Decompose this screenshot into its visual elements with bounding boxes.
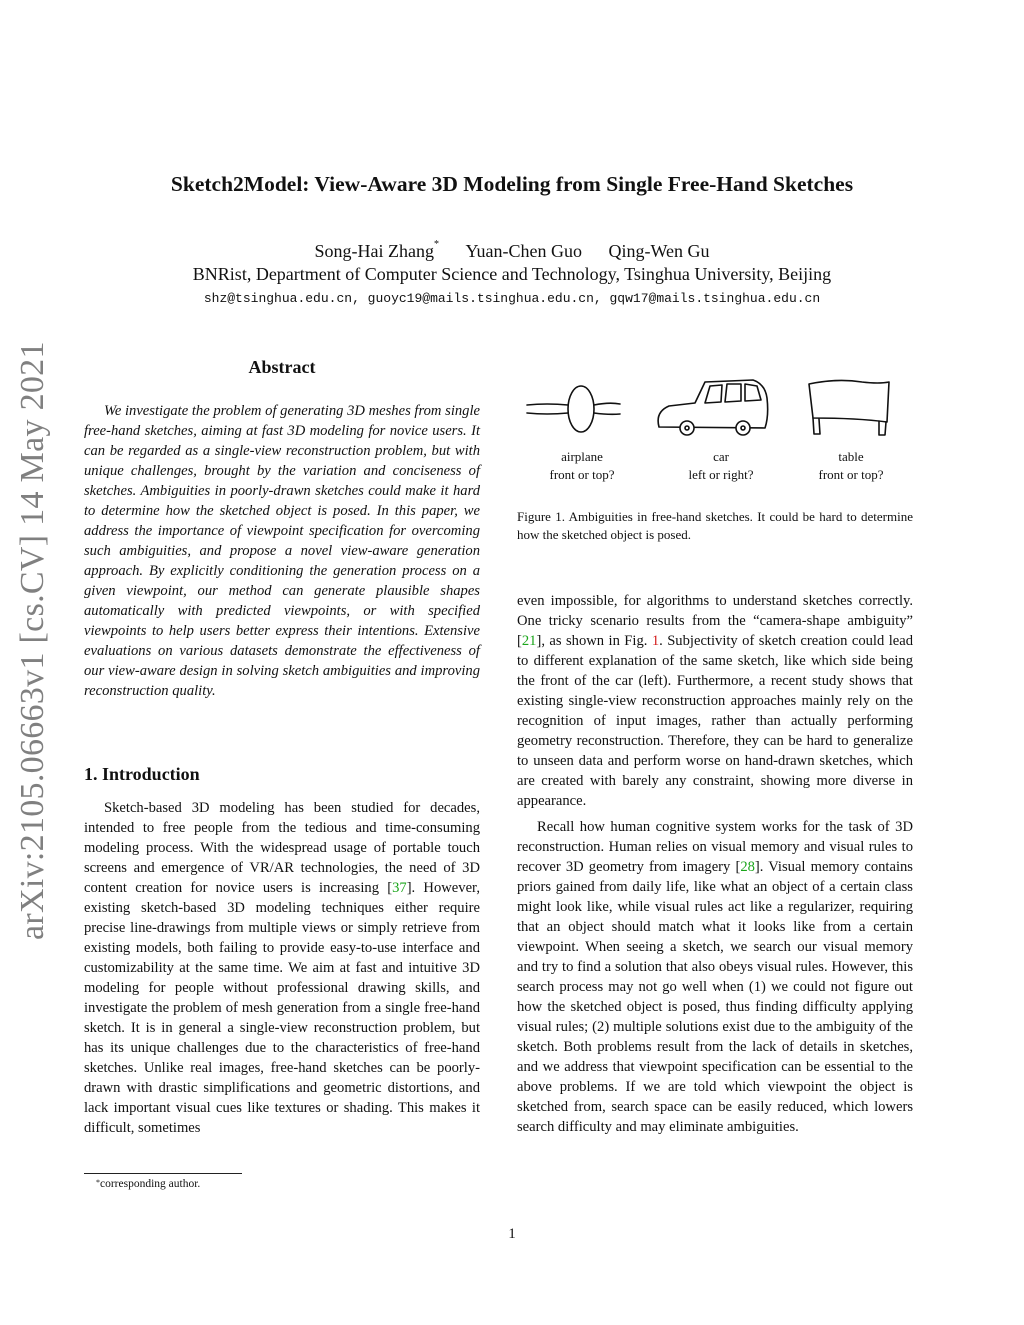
author-2: Yuan-Chen Guo (465, 241, 582, 261)
page-number: 1 (508, 1226, 516, 1242)
introduction-body: Sketch-based 3D modeling has been studied for decades, intended to free people from the tedious and time-consuming modeling process. With the widespread usage of portable touch screens and emergence of VR/AR technologies, the need of 3D content creation for novice users is increasing [37]. However, existing sketch-based 3D modeling techniques either require precise line-drawings from multiple views or simply retrieve from existing models, both failing to provide easy-to-use interface and customizability at the same time. We aim at fast and intuitive 3D modeling for people without professional drawing skills, and investigate the problem of mesh generation from a single free-hand sketch. It is in general a single-view reconstruction problem, but has its unique challenges due to the characteristics of free-hand sketches. Unlike real images, free-hand sketches can be poorly-drawn with drastic simplifications and geometric distortions, and lack important visual cues like textures or shading. This makes it difficult, sometimes (84, 800, 480, 1136)
abstract-body: We investigate the problem of generating 3D meshes from single free-hand sketches, aiming at fast 3D modeling for novice users. It can be regarded as a single-view reconstruction problem, but with unique challenges, brought by the variation and conciseness of sketches. Ambiguities in poorly-drawn sketches could make it hard to determine how the sketched object is posed. In this paper, we address the importance of viewpoint specification for overcoming such ambiguities, and propose a novel view-aware generation approach. By explicitly conditioning the generation process on a given viewpoint, our method can generate plausible shapes automatically with predicted viewpoints, or with specified viewpoints to help users better express their intentions. Extensive evaluations on various datasets demonstrate the effectiveness of our view-aware design in solving sketch ambiguities and improving reconstruction quality. (84, 403, 480, 699)
abstract-heading: Abstract (248, 357, 316, 377)
table-sketch (809, 380, 889, 435)
figure-label-airplane: airplane front or top? (549, 449, 615, 482)
citation-link[interactable]: 28 (740, 859, 755, 875)
figure-1 (517, 372, 913, 492)
footnote: *corresponding author. (96, 1178, 201, 1190)
figure-label-table: table front or top? (818, 449, 884, 482)
affiliation: BNRist, Department of Computer Science and Technology, Tsinghua University, Beijing (192, 264, 832, 284)
figure-ref-link[interactable]: 1 (651, 633, 660, 649)
author-list (0, 241, 1024, 262)
citation-link[interactable]: 37 (392, 880, 407, 896)
arxiv-stamp: arXiv:2105.06663v1 [cs.CV] 14 May 2021 (14, 341, 51, 940)
right-column-body: even impossible, for algorithms to understand sketches correctly. One tricky scenario results from the “camera-shape ambiguity” [21], as shown in Fig. 1. Subjectivity of sketch creation could lead to different explanation of the same sketch, like which side being the front of the car (left). Furthermore, a recent study shows that existing single-view reconstruction approaches mainly rely on the recognition of input images, rather than actually performing geometry reconstruction. Therefore, they can be hard to generalize to unseen data and perform worse on hand-drawn sketches, which are created with barely any constraint, showing more diverse in appearance. Recall how human cognitive system works for the task of 3D reconstruction. Human relies on visual memory and visual rules to recover 3D geometry from imagery [28]. Visual memory contains priors gained from daily life, like what an object of a certain class might look like, while visual rules act like a regularizer, requiring that an object should match what it looks like from a certain viewpoint. When seeing a sketch, we search our visual memory and try to find a solution that also obeys visual rules. However, this search process may not go well when (1) we could not figure out how the sketched object is posed, thus finding difficulty applying visual rules; (2) multiple solutions exist due to the ambiguity of the sketch. Both problems result from the lack of details in sketches, and we address that viewpoint specification can be essential to the above problems. If we are told which viewpoint the object is sketched from, search space can be easily reduced, which lowers search difficulty and may eliminate ambiguities. (517, 593, 914, 1135)
author-3: Qing-Wen Gu (608, 241, 710, 261)
car-sketch (658, 380, 768, 435)
figure-sketches (517, 372, 913, 442)
figure-label-car: car left or right? (688, 449, 754, 482)
figure-caption: Figure 1. Ambiguities in free-hand sketches. It could be hard to determine how the sketched object is posed. (517, 509, 913, 542)
airplane-sketch (527, 386, 620, 432)
introduction-heading: 1. Introduction (84, 764, 200, 784)
author-1: Song-Hai Zhang* (314, 239, 439, 261)
footnote-rule (84, 1173, 242, 1174)
citation-link[interactable]: 21 (521, 633, 537, 649)
paper-title: Sketch2Model: View-Aware 3D Modeling from Single Free-Hand Sketches (170, 172, 854, 196)
author-emails: shz@tsinghua.edu.cn, guoyc19@mails.tsinghua.edu.cn, gqw17@mails.tsinghua.edu.cn (203, 291, 821, 306)
